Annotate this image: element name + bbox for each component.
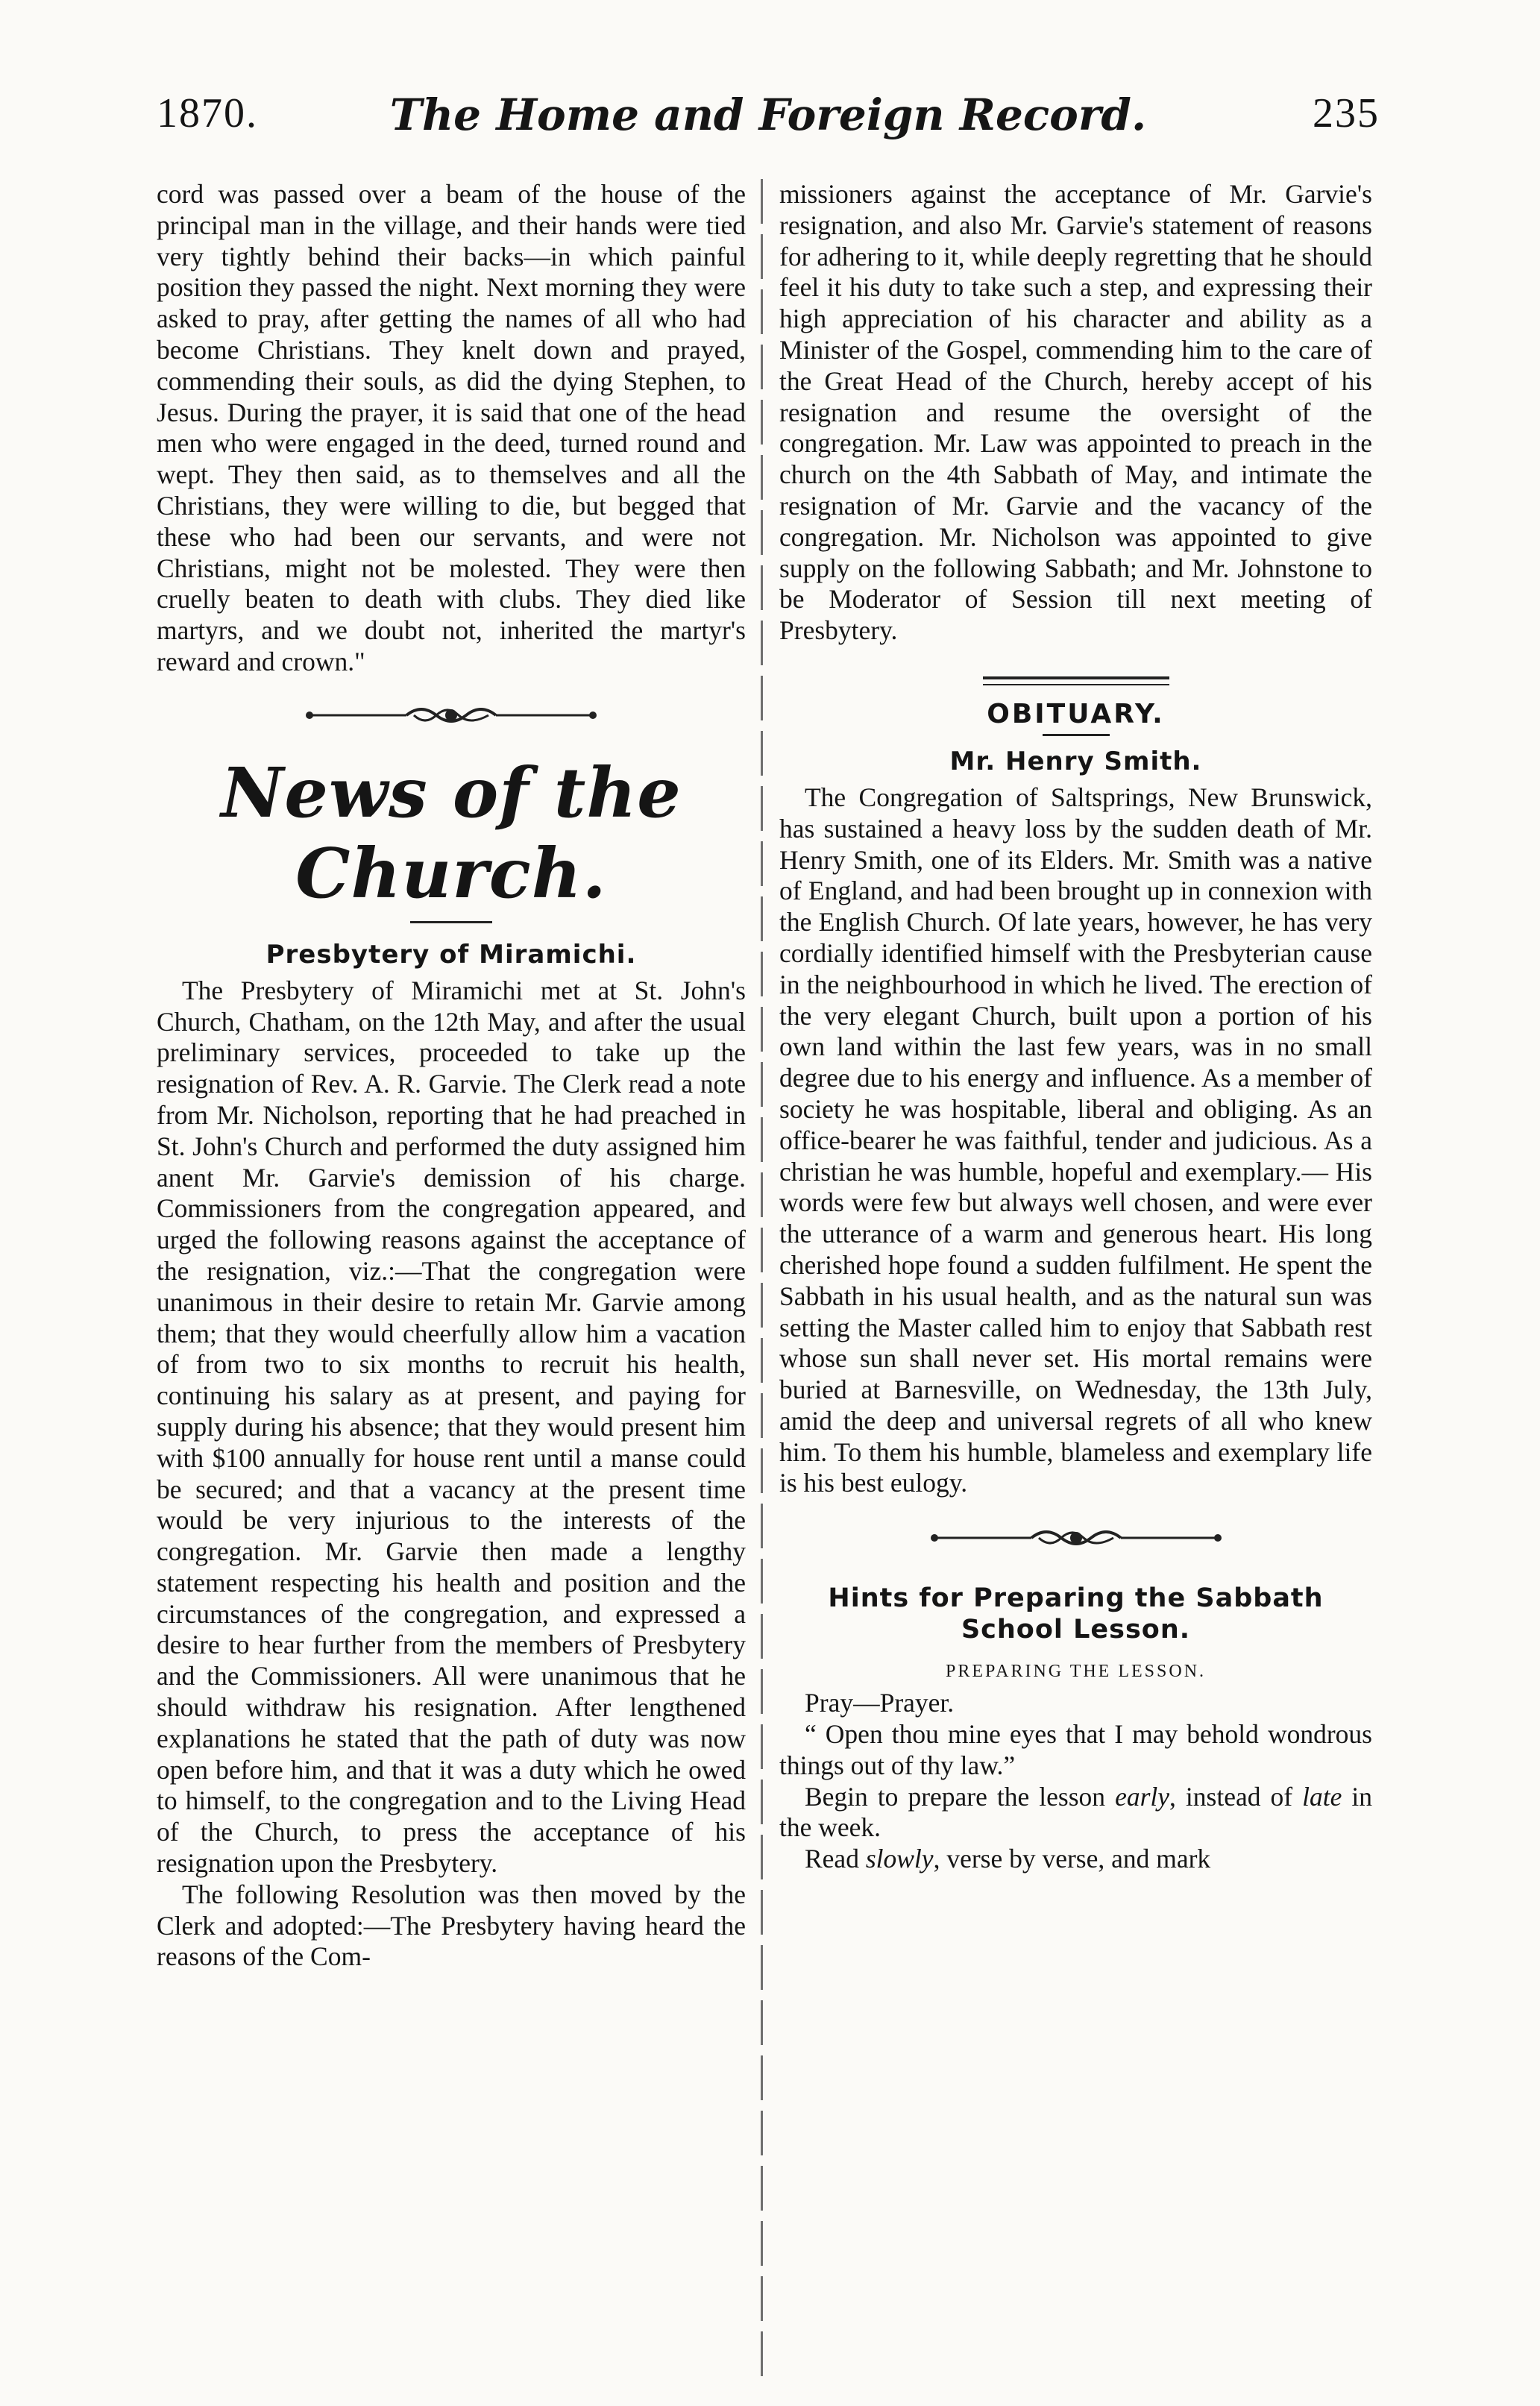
right-column xyxy=(779,179,1372,1875)
short-rule xyxy=(410,921,492,923)
left-column xyxy=(157,179,746,1973)
article-paragraph: The Presbytery of Miramichi met at St. John's Church, Chatham, on the 12th May, and after the usual preliminary services, proceeded to take up the resignation of Rev. A. R. Garvie. The Clerk read a note from Mr. Nicholson, reporting that he had preached in St. John's Church and performed the duty assigned him anent Mr. Garvie's demission of his charge. Commissioners from the congregation appeared, and urged the following reasons against the acceptance of the resignation, viz.:—That the congregation were unanimous in their desire to retain Mr. Garvie among them; that they would cheerfully allow him a vacation of from two to six months to recruit his health, continuing his salary as at present, and paying for supply during his absence; that they would present him with $100 annually for house rent until a manse could be secured; and that a vacancy at the present time would be very injurious to the interests of the congregation. Mr. Garvie then made a lengthy statement respecting his health and position and the circumstances of the congregation, and expressed a desire to hear further from the members of Presbytery and the Commissioners. All were unanimous that he should withdraw his resignation. After lengthened explanations he stated that the path of duty was now open before him, and that it was a duty which he owed to himself, to the congregation and to the Living Head of the Church, to press the acceptance of his resignation upon the Presbytery. xyxy=(157,975,746,1879)
hints-emphasis: slowly xyxy=(865,1844,934,1874)
article-heading: Presbytery of Miramichi. xyxy=(265,939,637,970)
section-title: News of the Church. xyxy=(221,752,682,914)
hints-line: “ Open thou mine eyes that I may behold wondrous things out of thy law.” xyxy=(779,1719,1372,1780)
obituary-subheading: Mr. Henry Smith. xyxy=(949,746,1202,776)
intro-paragraph: cord was passed over a beam of the house of the principal man in the village, and their hands were tied very tightly behind their backs—in which painful position they passed the night. Next morning they were asked to pray, after getting the names of all who had become Christians. They knelt down and prayed, commending their souls, as did the dying Stephen, to Jesus. During the prayer, it is said that one of the head men who were engaged in the deed, turned round and wept. They then said, as to themselves and all the Christians, they were willing to die, but begged that these who had been our servants, and were not Christians, might not be molested. They were then cruelly beaten to death with clubs. They died like martyrs, and we doubt not, inherited the martyr's reward and crown." xyxy=(157,179,746,676)
hints-emphasis: late xyxy=(1302,1781,1342,1812)
hints-text: Begin to prepare the lesson xyxy=(805,1781,1116,1812)
hints-line xyxy=(779,1844,1372,1875)
ornament-divider-icon xyxy=(920,1523,1233,1553)
header-year: 1870. xyxy=(157,90,258,136)
journal-title: The Home and Foreign Record. xyxy=(389,89,1147,140)
hints-text: in the week. xyxy=(779,1781,1372,1843)
obituary-heading: OBITUARY. xyxy=(987,698,1165,729)
short-rule xyxy=(1043,734,1110,736)
continued-paragraph: missioners against the acceptance of Mr. Garvie's resignation, and also Mr. Garvie's statement of reasons for adhering to it, while deeply regretting that he should feel it his duty to take such a step, and expressing their high appreciation of his character and ability as a Minister of the Gospel, commending him to the care of the Great Head of the Church, hereby accept of his resignation and resume the oversight of the congregation. Mr. Law was appointed to preach in the church on the 4th Sabbath of May, and intimate the resignation of Mr. Garvie and the vacancy of the congregation. Mr. Nicholson was appointed to give supply on the following Sabbath; and Mr. Johnstone to be Moderator of Session till next meeting of Presbytery. xyxy=(779,179,1372,646)
running-header xyxy=(157,89,1380,157)
article-paragraph: The following Resolution was then moved by the Clerk and adopted:—The Presbytery having heard the reasons of the Com- xyxy=(157,1879,746,1972)
ornament-divider-icon xyxy=(295,700,608,730)
hints-text: , verse by verse, and mark xyxy=(933,1844,1211,1874)
page-number: 235 xyxy=(1313,90,1380,136)
hints-text: , instead of xyxy=(1169,1781,1303,1812)
double-rule xyxy=(983,676,1169,685)
hints-line xyxy=(779,1782,1372,1844)
column-divider xyxy=(761,179,763,2379)
hints-emphasis: early xyxy=(1115,1781,1170,1812)
hints-heading: Hints for Preparing the Sabbath School Lesson. xyxy=(828,1583,1324,1645)
obituary-paragraph: The Congregation of Saltsprings, New Brunswick, has sustained a heavy loss by the sudden death of Mr. Henry Smith, one of its Elders. Mr. Smith was a native of England, and had been brought up in connexion with the English Church. Of late years, however, he has very cordially identified himself with the Presbyterian cause in the neighbourhood in which he lived. The erection of the very elegant Church, built upon a portion of his own land within the last few years, was in no small degree due to his energy and influence. As a member of society he was hospitable, liberal and obliging. As an office-bearer he was faithful, tender and judicious. As a christian he was humble, hopeful and exemplary.— His words were few but always well chosen, and were ever the utterance of a warm and generous heart. His long cherished hope found a sudden fulfilment. He spent the Sabbath in his usual health, and as the natural sun was setting the Master called him to enjoy that Sabbath rest whose sun shall never set. His mortal remains were buried at Barnesville, on Wednesday, the 13th July, amid the deep and universal regrets of all who knew him. To them his humble, blameless and exemplary life is his best eulogy. xyxy=(779,782,1372,1498)
hints-subheading: PREPARING THE LESSON. xyxy=(945,1662,1207,1682)
hints-text: Read xyxy=(805,1844,866,1874)
hints-line: Pray—Prayer. xyxy=(805,1688,955,1718)
